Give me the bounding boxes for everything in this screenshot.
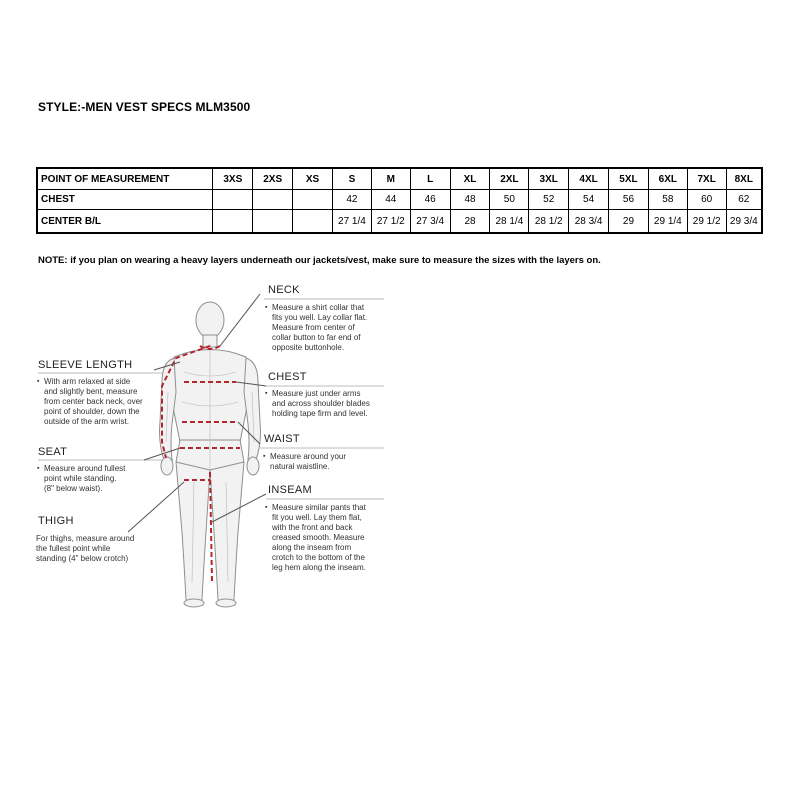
table-cell: 54 [569,190,609,210]
neck-text-line: opposite buttonhole. [272,343,345,352]
inseam-heading: INSEAM [268,484,312,496]
seat-text-line: (8" below waist). [44,484,103,493]
table-row-chest [37,190,762,210]
sleeve-text-line: from center back neck, over [44,397,143,406]
size-header: XL [450,168,490,190]
table-cell: 48 [450,190,490,210]
table-cell: 28 3/4 [569,210,609,234]
table-cell [293,210,333,234]
chest-description [272,389,394,419]
size-header: M [371,168,410,190]
thigh-text-line: For thighs, measure around [36,534,135,543]
inseam-text-line: fit you well. Lay them flat, [272,513,362,522]
table-cell [293,190,333,210]
inseam-text-line: creased smooth. Measure [272,533,365,542]
table-cell: 28 1/2 [529,210,569,234]
size-header: 3XL [529,168,569,190]
sleeve-length-heading: SLEEVE LENGTH [38,359,133,371]
size-header: 4XL [569,168,609,190]
table-cell: 56 [609,190,649,210]
inseam-text-line: crotch to the bottom of the [272,553,365,562]
sleeve-text-line: point of shoulder, down the [44,407,140,416]
inseam-text-line: along the inseam from [272,543,352,552]
inseam-text-line: with the front and back [272,523,353,532]
table-cell: 29 3/4 [726,210,762,234]
size-header: 7XL [687,168,726,190]
neck-text-line: ▪ Measure a shirt collar that [272,303,365,312]
seat-heading: SEAT [38,446,68,458]
layering-note: NOTE: if you plan on wearing a heavy layers underneath our jackets/vest, make sure to measure the sizes with the layers on. [38,255,601,266]
sleeve-text-line: outside of the arm wrist. [44,417,129,426]
seat-text-line: ▪ Measure around fullest [44,464,126,473]
table-header-row [37,168,762,190]
page-title: STYLE:-MEN VEST SPECS MLM3500 [38,100,251,114]
size-header: 8XL [726,168,762,190]
neck-text-line: collar button to far end of [272,333,361,342]
inseam-text-line: leg hem along the inseam. [272,563,366,572]
row-label: CENTER B/L [37,210,213,234]
size-header: XS [293,168,333,190]
neck-text-line: fits you well. Lay collar flat. [272,313,368,322]
table-cell: 46 [410,190,450,210]
size-header: S [333,168,372,190]
size-header: L [410,168,450,190]
table-cell: 44 [371,190,410,210]
table-cell: 52 [529,190,569,210]
size-header: 2XS [253,168,293,190]
table-cell: 27 1/2 [371,210,410,234]
sleeve-text-line: and slightly bent, measure [44,387,138,396]
size-header: 5XL [609,168,649,190]
table-cell: 28 1/4 [490,210,529,234]
size-spec-table [36,167,763,234]
waist-description [270,452,390,472]
thigh-text-line: the fullest point while [36,544,111,553]
table-cell [213,190,253,210]
table-cell [213,210,253,234]
chest-text-line: ▪ Measure just under arms [272,389,361,398]
inseam-text-line: ▪ Measure similar pants that [272,503,366,512]
size-header: 2XL [490,168,529,190]
table-cell: 27 1/4 [333,210,372,234]
table-cell: 27 3/4 [410,210,450,234]
table-cell: 50 [490,190,529,210]
seat-text-line: point while standing. [44,474,117,483]
neck-text-line: Measure from center of [272,323,355,332]
waist-heading: WAIST [264,433,300,445]
seat-description [44,464,164,494]
table-cell: 62 [726,190,762,210]
measurement-guide [34,282,414,612]
thigh-description [36,534,166,564]
waist-text-line: ▪ Measure around your [270,452,347,461]
table-cell: 29 1/4 [648,210,687,234]
table-cell: 60 [687,190,726,210]
thigh-text-line: standing (4" below crotch) [36,554,129,563]
table-cell [253,190,293,210]
table-cell [253,210,293,234]
neck-heading: NECK [268,284,300,296]
neck-description [272,303,392,353]
size-header: 3XS [213,168,253,190]
column-header-label: POINT OF MEASUREMENT [37,168,213,190]
chest-text-line: and across shoulder blades [272,399,370,408]
sleeve-text-line: ▪ With arm relaxed at side [44,377,131,386]
table-cell: 28 [450,210,490,234]
table-cell: 29 [609,210,649,234]
table-cell: 29 1/2 [687,210,726,234]
table-cell: 58 [648,190,687,210]
thigh-heading: THIGH [38,515,74,527]
table-cell: 42 [333,190,372,210]
chest-text-line: holding tape firm and level. [272,409,368,418]
inseam-description [272,503,396,573]
row-label: CHEST [37,190,213,210]
size-header: 6XL [648,168,687,190]
waist-text-line: natural waistline. [270,462,330,471]
table-row-center-bl [37,210,762,234]
chest-heading: CHEST [268,371,307,383]
sleeve-length-description [44,377,166,427]
